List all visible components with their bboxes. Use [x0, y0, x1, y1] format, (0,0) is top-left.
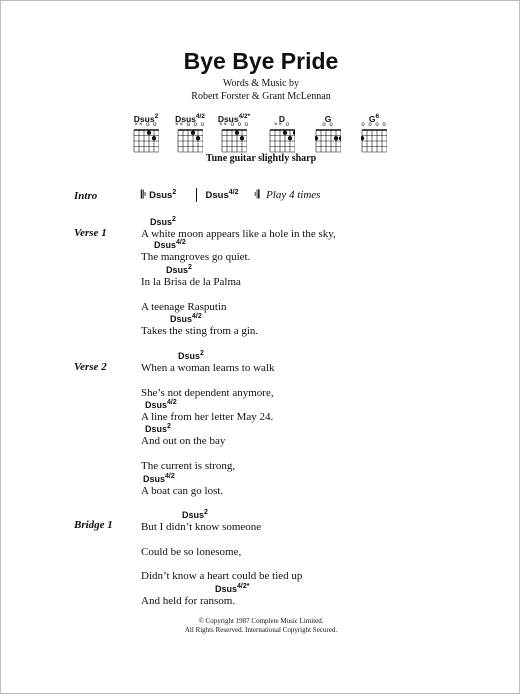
finger-dot: [315, 136, 318, 140]
fretboard-grid: [315, 129, 341, 153]
lyric-line: And out on the bay: [141, 435, 226, 447]
song-title: Bye Bye Pride: [183, 48, 339, 74]
lyric-line: Could be so lonesome,: [141, 546, 242, 558]
diagram-string-marks: ×× o o: [134, 122, 158, 128]
chord-diagram-g: [308, 112, 348, 153]
chord-sup: 4/2: [228, 188, 239, 196]
credit-authors: Robert Forster & Grant McLennan: [191, 91, 331, 102]
diagram-string-marks: ×× o o o: [174, 122, 206, 128]
chord-name: Dsus: [178, 351, 201, 361]
lyric-line: She’s not dependent anymore,: [141, 387, 274, 399]
chord-sup: 4/2: [192, 313, 202, 320]
diagram-chord-name: G: [324, 113, 332, 124]
chord-name: Dsus: [182, 510, 205, 520]
chord-diagram-d: [262, 112, 302, 153]
chord-sup: 4/2: [176, 239, 186, 246]
chord-diagram-dsus42-alt: [214, 112, 254, 153]
tuning-note: Tune guitar slightly sharp: [205, 153, 317, 164]
repeat-instruction: Play 4 times: [266, 188, 321, 201]
section-label-bridge-1: Bridge 1: [74, 519, 113, 531]
chord-sup: 2: [172, 216, 176, 223]
chord-symbol: [215, 583, 249, 594]
chord-name: Dsus: [150, 217, 173, 227]
diagram-chord-name: G: [368, 113, 376, 124]
chord-name: Dsus: [143, 474, 166, 484]
finger-dot: [361, 136, 364, 140]
lyric-line: And held for ransom.: [141, 595, 236, 607]
lyric-line: The current is strong,: [141, 460, 236, 472]
finger-dot: [334, 136, 338, 140]
chord-sup: 2: [167, 423, 171, 430]
section-label-verse-2: Verse 2: [74, 361, 107, 373]
lyric-line: In la Brisa de la Palma: [141, 276, 241, 288]
diagram-chord-name: Dsus: [175, 113, 196, 124]
fretboard-grid: [269, 129, 295, 153]
chord-sup: 2: [188, 264, 192, 271]
chord-diagram-dsus42: [170, 112, 210, 153]
finger-dot: [293, 131, 295, 135]
lyric-line: A teenage Rasputin: [141, 301, 227, 313]
chord-name: Dsus: [154, 240, 177, 250]
copyright-line-1: © Copyright 1987 Complete Music Limited.: [198, 617, 324, 625]
diagram-string-marks: o o o o: [361, 122, 387, 128]
chord-symbol: [178, 350, 204, 361]
lyric-line: When a woman learns to walk: [141, 362, 275, 374]
chord-sup: 2: [200, 350, 204, 357]
fretboard-grid: [177, 129, 203, 153]
intro-line: [141, 188, 320, 202]
fretboard-grid: [133, 129, 159, 153]
chord-diagram-g6: [354, 112, 394, 153]
section-label-intro: Intro: [74, 190, 98, 202]
bar-line: [196, 188, 197, 202]
lyric-line: A boat can go lost.: [141, 485, 224, 497]
fretboard-grid: [221, 129, 247, 153]
lyric-line: But I didn’t know someone: [141, 521, 262, 533]
chord-symbol: [150, 216, 176, 227]
finger-dot: [288, 136, 292, 140]
finger-dot: [339, 136, 341, 140]
credit-words-music: Words & Music by: [222, 78, 300, 89]
intro-chord-1: [149, 190, 176, 201]
diagram-string-marks: ×× o o o: [218, 122, 250, 128]
chord-name: Dsus: [205, 189, 229, 201]
diagram-chord-sup: 4/2: [195, 113, 205, 120]
intro-chord-2: [206, 190, 239, 201]
lyric-line: Takes the sting from a gin.: [141, 325, 259, 337]
diagram-chord-sup: 4/2*: [238, 113, 251, 120]
chord-symbol: [170, 313, 202, 324]
chord-name: Dsus: [145, 424, 168, 434]
finger-dot: [196, 136, 200, 140]
chord-symbol: [145, 399, 177, 410]
diagram-string-marks: ×× o: [273, 122, 290, 128]
finger-dot: [235, 131, 239, 135]
chord-name: Dsus: [145, 400, 168, 410]
finger-dot: [191, 131, 195, 135]
diagram-string-marks: o o: [322, 122, 334, 128]
chord-sup: 4/2: [167, 399, 177, 406]
chord-name: Dsus: [166, 265, 189, 275]
finger-dot: [283, 131, 287, 135]
chord-symbol: [143, 473, 175, 484]
diagram-chord-name: Dsus: [217, 113, 239, 124]
lyric-line: The mangroves go quiet.: [141, 251, 251, 263]
chord-name: Dsus: [215, 584, 238, 594]
diagram-chord-name: Dsus: [133, 113, 155, 124]
lyric-line: A line from her letter May 24.: [141, 411, 274, 423]
finger-dot: [152, 136, 156, 140]
lyric-line: A white moon appears like a hole in the sky,: [141, 228, 336, 240]
fretboard-grid: [361, 129, 387, 153]
diagram-chord-sup: 2: [154, 113, 159, 120]
diagram-chord-sup: 6: [375, 113, 380, 120]
diagram-chord-name: D: [278, 113, 286, 124]
chord-name: Dsus: [170, 314, 193, 324]
copyright-line-2: All Rights Reserved. International Copyright Secured.: [184, 626, 338, 634]
finger-dot: [147, 131, 151, 135]
chord-sup: 2: [172, 188, 177, 196]
chord-sup: 2: [204, 509, 208, 516]
repeat-end-sign: 𝄇: [253, 188, 260, 201]
chord-symbol: [166, 264, 192, 275]
chord-symbol: [154, 239, 186, 250]
repeat-start-sign: 𝄆: [141, 188, 147, 201]
chord-diagram-dsus2: [126, 112, 166, 153]
chord-sup: 4/2*: [237, 583, 250, 590]
finger-dot: [240, 136, 244, 140]
lyric-line: Didn’t know a heart could be tied up: [141, 570, 303, 582]
chord-symbol: [145, 423, 171, 434]
chord-symbol: [182, 509, 208, 520]
chord-name: Dsus: [149, 189, 173, 201]
section-label-verse-1: Verse 1: [74, 227, 107, 239]
chord-sup: 4/2: [165, 473, 175, 480]
